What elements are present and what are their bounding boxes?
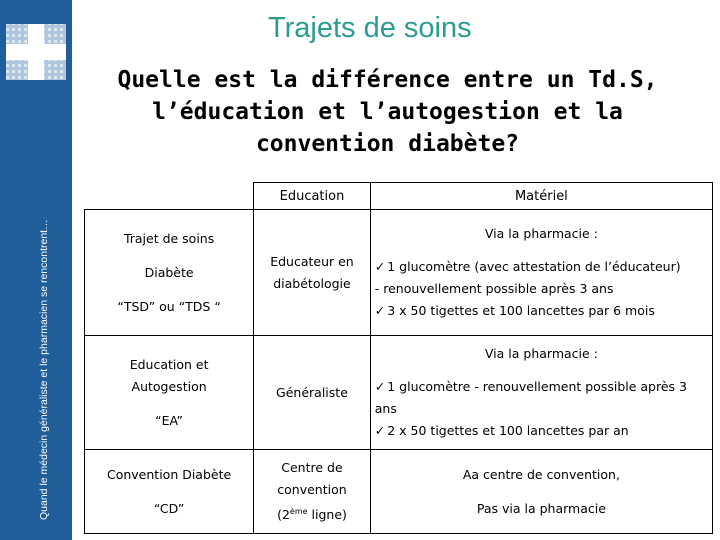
row-label-cell <box>85 450 254 534</box>
check-icon: ✓ <box>374 422 386 438</box>
header-empty-cell <box>85 183 254 210</box>
page-title: Trajets de soins <box>268 12 472 44</box>
education-cell <box>254 210 371 336</box>
table-row <box>85 450 713 534</box>
education-line: convention <box>277 481 347 497</box>
education-line: diabétologie <box>273 275 351 291</box>
materiel-item-text: 3 x 50 tigettes et 100 lancettes par 6 mois <box>387 302 655 318</box>
materiel-item <box>375 300 708 322</box>
education-line <box>258 501 366 526</box>
slide-question: Quelle est la différence entre un Td.S, l’éducation et l’autogestion et la convention diabète? <box>117 67 658 157</box>
row-label-line: Education et <box>129 356 209 372</box>
row-label-cell <box>85 336 254 450</box>
materiel-item-text: 1 glucomètre (avec attestation de l’éducateur) <box>387 258 681 274</box>
superscript-ordinal: ème <box>289 506 308 516</box>
row-label-line: Autogestion <box>131 378 207 394</box>
check-icon: ✓ <box>374 302 386 318</box>
materiel-item-text: 2 x 50 tigettes et 100 lancettes par an <box>387 422 629 438</box>
materiel-item <box>375 256 708 278</box>
materiel-cell <box>370 450 712 534</box>
materiel-cell <box>370 336 712 450</box>
table-row <box>85 210 713 336</box>
materiel-item <box>375 376 708 420</box>
materiel-heading: Via la pharmacie : <box>484 225 598 241</box>
row-label-line: Diabète <box>144 264 194 280</box>
materiel-item-text: 1 glucomètre - renouvellement possible après 3 ans <box>374 378 687 416</box>
sidebar <box>0 0 72 540</box>
education-line-part: ligne) <box>307 507 347 523</box>
materiel-item <box>375 278 708 300</box>
row-label-line: Convention Diabète <box>106 466 232 482</box>
check-icon: ✓ <box>374 378 386 394</box>
materiel-heading: Via la pharmacie : <box>484 345 598 361</box>
row-label-line: “CD” <box>153 500 185 516</box>
row-label-line: Trajet de soins <box>123 230 215 246</box>
materiel-item-text: - renouvellement possible après 3 ans <box>374 280 614 296</box>
header-education: Education <box>254 183 371 210</box>
education-cell <box>254 450 371 534</box>
sidebar-vertical-text: Quand le médecin généraliste et le pharmacien se rencontrent… <box>38 219 50 520</box>
education-line-part: (2 <box>277 507 290 523</box>
comparison-table <box>84 182 713 534</box>
row-label-line: “EA” <box>155 412 184 428</box>
header-materiel: Matériel <box>370 183 712 210</box>
materiel-line: Aa centre de convention, <box>462 466 620 482</box>
table-row <box>85 336 713 450</box>
materiel-cell <box>370 210 712 336</box>
education-line: Centre de <box>281 459 343 475</box>
education-line: Educateur en <box>270 253 354 269</box>
materiel-line: Pas via la pharmacie <box>476 500 606 516</box>
row-label-line: “TSD” ou “TDS “ <box>117 298 221 314</box>
materiel-item <box>375 420 708 442</box>
check-icon: ✓ <box>374 258 386 274</box>
education-line: Généraliste <box>276 384 348 400</box>
table-header-row <box>85 183 713 210</box>
education-cell <box>254 336 371 450</box>
row-label-cell <box>85 210 254 336</box>
medical-cross-logo <box>0 16 72 88</box>
